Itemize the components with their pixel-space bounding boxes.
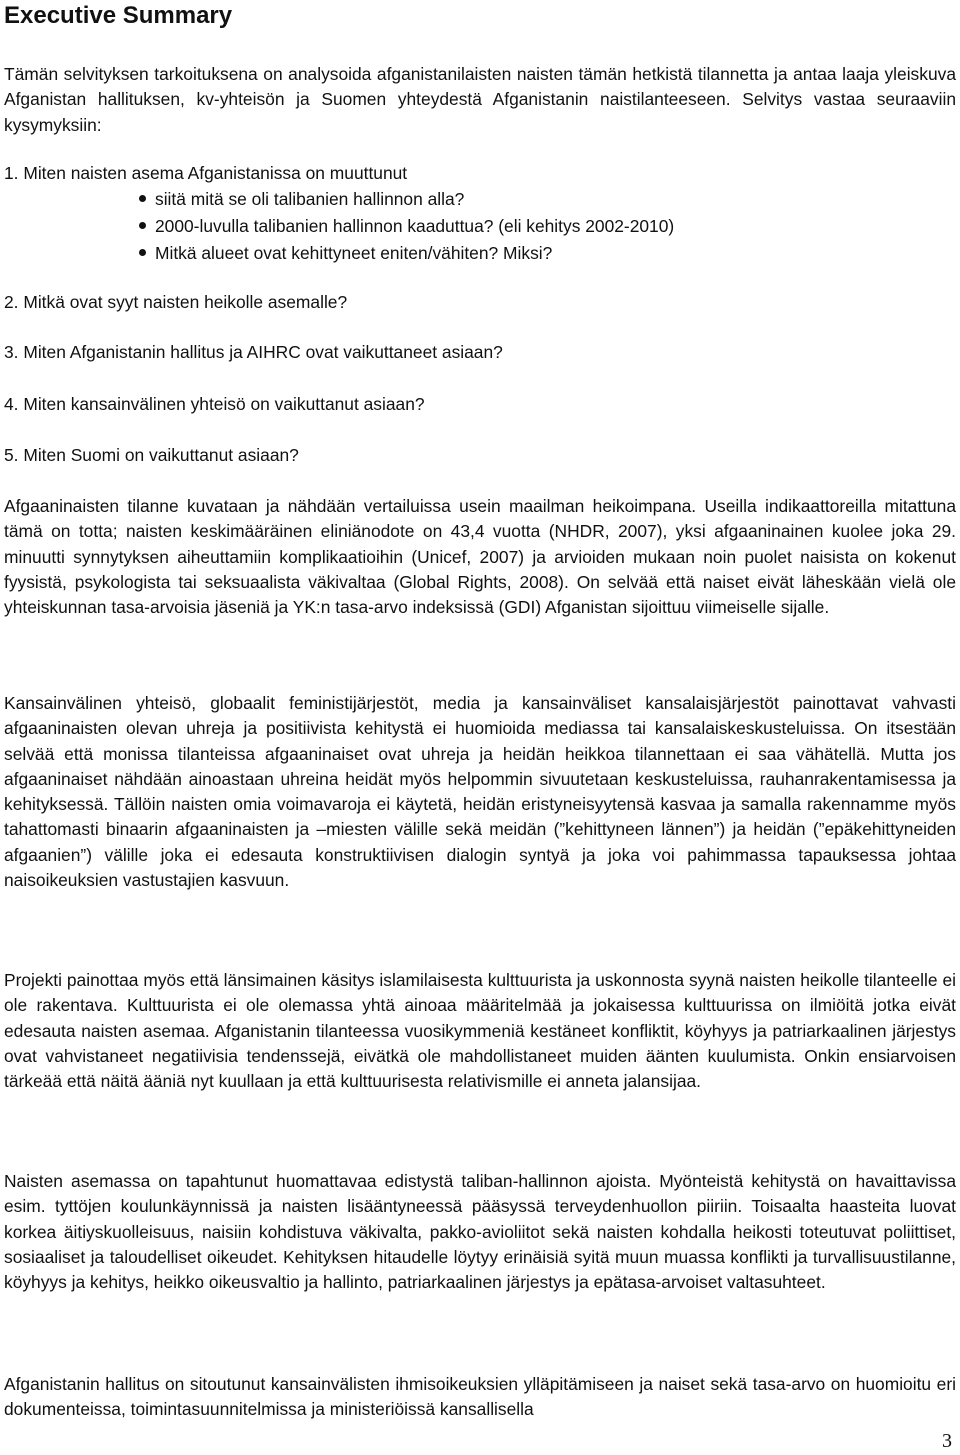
bullet-icon	[139, 195, 146, 202]
bullet-icon	[139, 249, 146, 256]
question-1-subitem: 2000-luvulla talibanien hallinnon kaaduttua? (eli kehitys 2002-2010)	[139, 214, 674, 239]
page-title: Executive Summary	[4, 2, 233, 29]
body-paragraph: Kansainvälinen yhteisö, globaalit feministijärjestöt, media ja kansainväliset kansalaisjärjestöt painottavat vahvasti afgaaninaisten olevan uhreja ja positiivista kehitystä ei huomioida mediassa tai kansalaiskeskusteluissa. On itsestään selvää että monissa tilanteissa afgaaninaiset ovat uhreja ja heidän heikkoa tilannettaan ei saa vähätellä. Mutta jos afgaaninaiset nähdään ainoastaan uhreina heidät myös helpommin sivuutetaan keskusteluissa, rauhanrakentamisessa ja kehityksessä. Tällöin naisten omia voimavaroja ei käytetä, heidän eristyneisyytensä kasvaa ja samalla rakennamme myös tahattomasti binaarin afgaaninaisten ja –miesten välille sekä meidän (”kehittyneen lännen”) ja heidän (”epäkehittyneiden afgaanien”) välille joka ei edesauta konstruktiivisen dialogin syntyä ja joka voi pahimmassa tapauksessa johtaa naisoikeuksien vastustajien kasvuun.	[4, 693, 956, 891]
question-3: 3. Miten Afganistanin hallitus ja AIHRC ovat vaikuttaneet asiaan?	[4, 342, 503, 362]
question-1-subitem: Mitkä alueet ovat kehittyneet eniten/vähiten? Miksi?	[139, 241, 552, 266]
question-1-subitem: siitä mitä se oli talibanien hallinnon alla?	[139, 187, 464, 212]
body-paragraph: Afganistanin hallitus on sitoutunut kansainvälisten ihmisoikeuksien ylläpitämiseen ja naiset sekä tasa-arvo on huomioitu eri dokumenteissa, toimintasuunnitelmissa ja ministeriöissä kansallisella	[4, 1374, 956, 1420]
body-paragraph: Projekti painottaa myös että länsimainen käsitys islamilaisesta kulttuurista ja uskonnosta syynä naisten heikolle tilanteelle ei ole rakentava. Kulttuurista ei ole olemassa yhtä ainoaa määritelmää ja jokaisessa kulttuurissa on ilmiöitä jotka eivät edesauta naisten asemaa. Afganistanin tilanteessa vuosikymmeniä kestäneet konfliktit, köyhyys ja patriarkaalinen järjestys ovat vahvistaneet negatiivisia tendenssejä, eivätkä ole mahdollistaneet muiden äänten kuulumista. Onkin ensiarvoisen tärkeää että näitä ääniä nyt kuullaan ja että kulttuurisesta relativismille ei anneta jalansijaa.	[4, 970, 956, 1092]
question-5: 5. Miten Suomi on vaikuttanut asiaan?	[4, 445, 299, 465]
intro-paragraph: Tämän selvityksen tarkoituksena on analysoida afganistanilaisten naisten tämän hetkistä tilannetta ja antaa laaja yleiskuva Afganistan hallituksen, kv-yhteisön ja Suomen yhteydestä Afganistanin naistilanteeseen. Selvitys vastaa seuraaviin kysymyksiin:	[4, 64, 956, 135]
question-4: 4. Miten kansainvälinen yhteisö on vaikuttanut asiaan?	[4, 394, 425, 414]
bullet-icon	[139, 222, 146, 229]
body-paragraph: Afgaaninaisten tilanne kuvataan ja nähdään vertailuissa usein maailman heikoimpana. Useilla indikaattoreilla mitattuna tämä on totta; naisten keskimääräinen eliniänodote on 43,4 vuotta (NHDR, 2007), yksi afgaaninainen kuolee joka 29. minuutti synnytyksen aiheuttamiin komplikaatioihin (Unicef, 2007) ja arvioiden mukaan noin puolet naisista on kokenut fyysistä, psykologista tai seksuaalista väkivaltaa (Global Rights, 2008). On selvää että naiset eivät läheskään vielä ole yhteiskunnan tasa-arvoisia jäseniä ja YK:n tasa-arvo indeksissä (GDI) Afganistan sijoittuu viimeiselle sijalle.	[4, 496, 956, 618]
body-paragraph: Naisten asemassa on tapahtunut huomattavaa edistystä taliban-hallinnon ajoista. Myönteistä kehitystä on havaittavissa esim. tyttöjen koulunkäynnissä ja naisten lisääntyneessä pääsyssä terveydenhuollon piiriin. Toisaalta haasteita luovat korkea äitiyskuolleisuus, naisiin kohdistuva väkivalta, pakko-avioliitot sekä naisten kohdalla heikosti toteutuvat poliittiset, sosiaaliset ja taloudelliset oikeudet. Kehityksen hitaudelle löytyy erinäisiä syitä muun muassa konflikti ja turvallisuustilanne, köyhyys ja kehitys, heikko oikeusvaltio ja hallinto, patriarkaalinen järjestys ja epätasa-arvoiset valtasuhteet.	[4, 1171, 956, 1293]
question-1: 1. Miten naisten asema Afganistanissa on muuttunut	[4, 163, 408, 183]
question-2: 2. Mitkä ovat syyt naisten heikolle asemalle?	[4, 292, 348, 312]
page-number: 3	[942, 1430, 952, 1452]
